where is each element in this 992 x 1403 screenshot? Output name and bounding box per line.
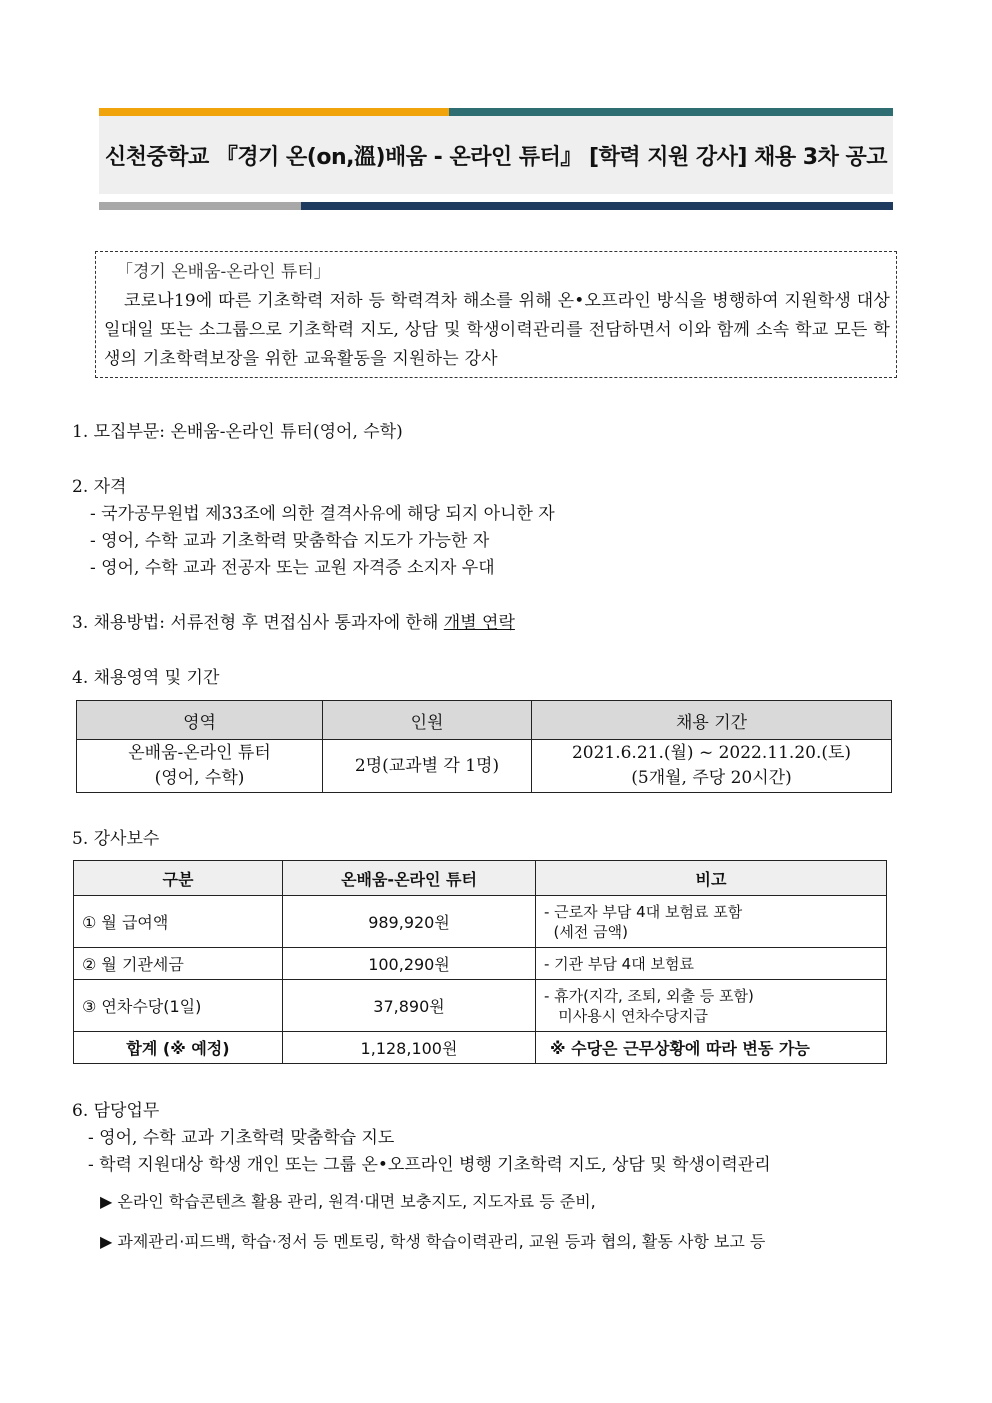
section-6-item: - 영어, 수학 교과 기초학력 맞춤학습 지도 [88, 1128, 395, 1148]
title-banner [99, 108, 893, 210]
period-line-1: 2021.6.21.(월) ~ 2022.11.20.(토) [571, 743, 852, 763]
header-category: 구분 [74, 861, 283, 896]
period-line-2: (5개월, 주당 20시간) [631, 768, 792, 788]
note-line-2: 미사용시 연차수당지급 [544, 1006, 708, 1025]
row-note [536, 948, 887, 980]
area-line-1: 온배움-온라인 튜터 [128, 743, 271, 763]
row-note [536, 896, 887, 948]
note-line-1: - 근로자 부담 4대 보험료 포함 [544, 902, 743, 921]
section-3-underlined: 개별 연락 [443, 613, 515, 633]
total-label: 합계 (※ 예정) [74, 1032, 283, 1064]
section-1: 1. 모집부문: 온배움-온라인 튜터(영어, 수학) [72, 422, 403, 442]
section-3-text: 3. 채용방법: 서류전형 후 면접심사 통과자에 한해 [72, 613, 444, 633]
section-6-bullet: ▶ 온라인 학습콘텐츠 활용 관리, 원격·대면 보충지도, 지도자료 등 준비, [100, 1192, 596, 1211]
area-line-2: (영어, 수학) [154, 768, 245, 788]
note-line-2: (세전 금액) [544, 922, 628, 941]
section-6-bullet: ▶ 과제관리·피드백, 학습·정서 등 멘토링, 학생 학습이력관리, 교원 등과 협의, 활동 사항 보고 등 [100, 1232, 766, 1251]
row-value: 37,890원 [283, 980, 536, 1032]
table-row [74, 948, 887, 980]
cell-period [532, 740, 892, 793]
header-area: 영역 [77, 701, 323, 740]
intro-body: 코로나19에 따른 기초학력 저하 등 학력격차 해소를 위해 온•오프라인 방식을 병행하여 지원학생 대상 일대일 또는 소그룹으로 기초학력 지도, 상담 및 학생이력관리를 전담하면서 이와 함께 소속 학교 모든 학생의 기초학력보장을 위한 교육활동을 지원하는 강사 [104, 291, 890, 369]
section-3 [72, 610, 515, 637]
note-line-1: - 기관 부담 4대 보험료 [544, 954, 694, 973]
row-value: 100,290원 [283, 948, 536, 980]
page-title: 신천중학교 『경기 온(on,溫)배움 - 온라인 튜터』 [학력 지원 강사] 채용 3차 공고 [99, 116, 893, 194]
header-count: 인원 [323, 701, 532, 740]
cell-count: 2명(교과별 각 1명) [323, 740, 532, 793]
recruitment-table [76, 700, 892, 793]
row-value: 989,920원 [283, 896, 536, 948]
row-label: ② 월 기관세금 [74, 948, 283, 980]
intro-box [95, 251, 897, 378]
salary-table [73, 860, 887, 1064]
section-2-item: - 국가공무원법 제33조에 의한 결격사유에 해당 되지 아니한 자 [90, 504, 555, 524]
total-note: ※ 수당은 근무상황에 따라 변동 가능 [536, 1032, 887, 1064]
intro-heading: 「경기 온배움-온라인 튜터」 [116, 262, 331, 282]
table-row [74, 896, 887, 948]
section-2-item: - 영어, 수학 교과 전공자 또는 교원 자격증 소지자 우대 [90, 558, 495, 578]
row-note [536, 980, 887, 1032]
total-row [74, 1032, 887, 1064]
title-top-bar [99, 108, 893, 116]
section-4-title: 4. 채용영역 및 기간 [72, 668, 220, 688]
section-5-title: 5. 강사보수 [72, 829, 160, 849]
section-2-title: 2. 자격 [72, 477, 127, 497]
header-note: 비고 [536, 861, 887, 896]
section-6-title: 6. 담당업무 [72, 1101, 160, 1121]
cell-area [77, 740, 323, 793]
table-row [77, 740, 892, 793]
header-period: 채용 기간 [532, 701, 892, 740]
table-row [74, 980, 887, 1032]
title-bottom-bar [99, 202, 893, 210]
section-2-item: - 영어, 수학 교과 기초학력 맞춤학습 지도가 가능한 자 [90, 531, 490, 551]
note-line-1: - 휴가(지각, 조퇴, 외출 등 포함) [544, 986, 754, 1005]
header-tutor: 온배움-온라인 튜터 [283, 861, 536, 896]
row-label: ① 월 급여액 [74, 896, 283, 948]
total-value: 1,128,100원 [283, 1032, 536, 1064]
row-label: ③ 연차수당(1일) [74, 980, 283, 1032]
section-6-item: - 학력 지원대상 학생 개인 또는 그룹 온•오프라인 병행 기초학력 지도, 상담 및 학생이력관리 [88, 1155, 771, 1175]
